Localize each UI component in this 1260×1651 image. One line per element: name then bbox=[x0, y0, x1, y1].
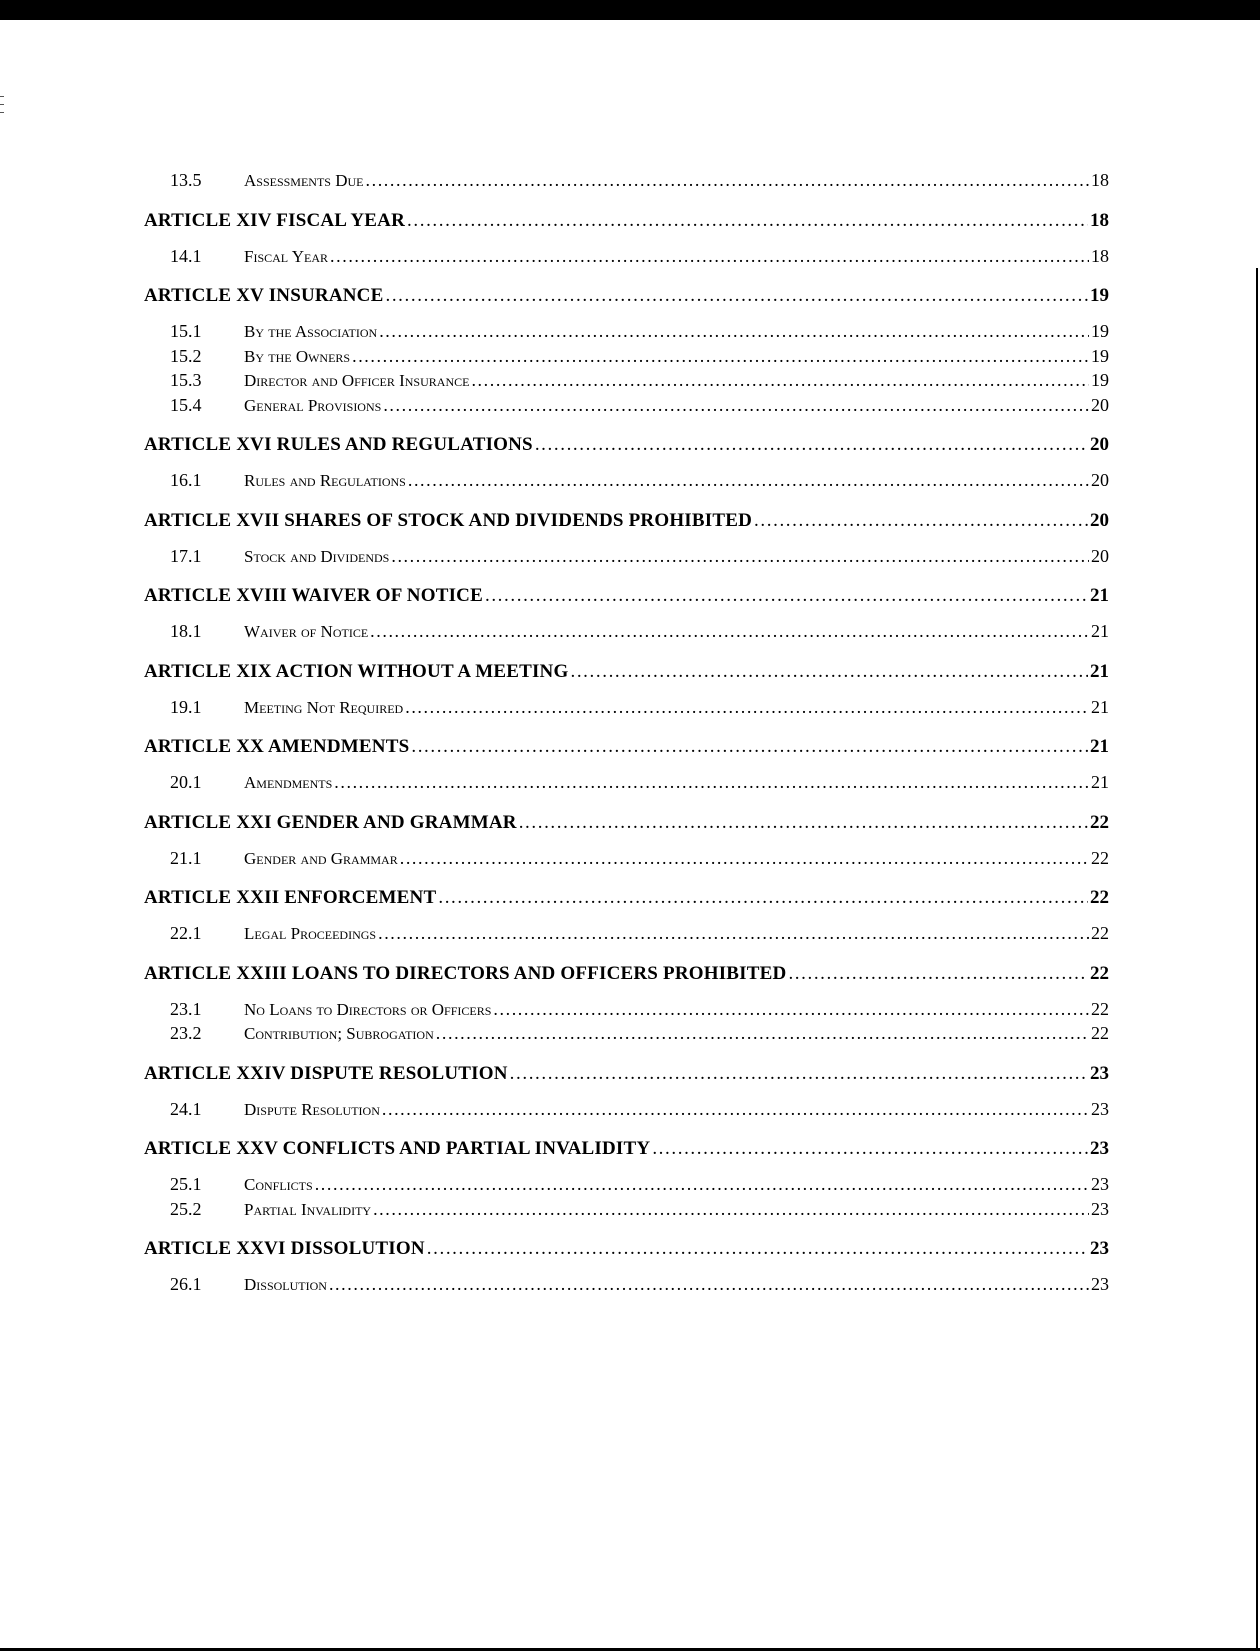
toc-section-entry[interactable] bbox=[144, 468, 1109, 493]
toc-article-entry[interactable] bbox=[144, 1237, 1109, 1261]
page-number: 23 bbox=[1091, 1174, 1109, 1194]
section-number: 26.1 bbox=[170, 1274, 202, 1294]
dot-leader bbox=[352, 344, 1089, 369]
page-number: 22 bbox=[1090, 887, 1109, 908]
section-title: Fiscal Year bbox=[244, 246, 329, 266]
page-number: 23 bbox=[1091, 1274, 1109, 1294]
article-title: ARTICLE XXIII LOANS TO DIRECTORS AND OFFICERS PROHIBITED bbox=[144, 962, 787, 984]
page-number: 22 bbox=[1091, 1023, 1109, 1043]
section-title: By the Association bbox=[244, 322, 378, 341]
section-number: 19.1 bbox=[170, 696, 202, 717]
page-number: 20 bbox=[1091, 470, 1109, 490]
scan-mark bbox=[0, 104, 4, 105]
article-title: ARTICLE XVI RULES AND REGULATIONS bbox=[144, 434, 533, 455]
toc-section-entry[interactable] bbox=[144, 368, 1109, 393]
scan-top-border bbox=[0, 0, 1260, 20]
article-title: ARTICLE XIV FISCAL YEAR bbox=[144, 209, 406, 231]
page-number: 19 bbox=[1091, 370, 1109, 390]
section-title: Legal Proceedings bbox=[244, 924, 377, 943]
page-number: 18 bbox=[1091, 245, 1109, 266]
page-number: 22 bbox=[1090, 811, 1109, 833]
section-title: Amendments bbox=[244, 773, 333, 792]
section-title: Director and Officer Insurance bbox=[244, 371, 470, 390]
page-number: 21 bbox=[1091, 621, 1109, 641]
page-number: 19 bbox=[1090, 285, 1109, 306]
dot-leader bbox=[493, 997, 1089, 1022]
scan-mark bbox=[0, 96, 4, 97]
toc-article-entry[interactable] bbox=[144, 811, 1109, 835]
toc-section-entry[interactable] bbox=[144, 770, 1109, 795]
dot-leader bbox=[378, 921, 1089, 946]
dot-leader bbox=[383, 393, 1089, 418]
page-number: 22 bbox=[1091, 847, 1109, 868]
toc-article-entry[interactable] bbox=[144, 1062, 1109, 1086]
dot-leader bbox=[754, 509, 1088, 533]
page-number: 18 bbox=[1090, 209, 1109, 231]
dot-leader bbox=[391, 544, 1089, 569]
dot-leader bbox=[471, 368, 1089, 393]
page-number: 19 bbox=[1091, 321, 1109, 341]
page-number: 22 bbox=[1090, 962, 1109, 984]
page-number: 21 bbox=[1090, 585, 1109, 606]
section-title: Meeting Not Required bbox=[244, 697, 404, 717]
page-number: 21 bbox=[1090, 736, 1109, 757]
article-title: ARTICLE XVII SHARES OF STOCK AND DIVIDENDS PROHIBITED bbox=[144, 509, 753, 531]
dot-leader bbox=[379, 319, 1089, 344]
dot-leader bbox=[407, 209, 1088, 233]
dot-leader bbox=[373, 1197, 1089, 1222]
section-title: Assessments Due bbox=[244, 171, 364, 190]
toc-section-entry[interactable] bbox=[144, 619, 1109, 644]
toc-section-entry[interactable] bbox=[144, 846, 1109, 871]
dot-leader bbox=[408, 468, 1089, 493]
dot-leader bbox=[315, 1172, 1089, 1197]
toc-section-entry[interactable] bbox=[144, 319, 1109, 344]
page-number: 22 bbox=[1091, 923, 1109, 943]
page-number: 23 bbox=[1091, 1098, 1109, 1119]
section-number: 17.1 bbox=[170, 545, 202, 566]
section-title: Rules and Regulations bbox=[244, 471, 406, 490]
toc-section-entry[interactable] bbox=[144, 393, 1109, 418]
toc-article-entry[interactable] bbox=[144, 735, 1109, 759]
section-title: Partial Invalidity bbox=[244, 1199, 372, 1219]
page-number: 19 bbox=[1091, 345, 1109, 366]
article-title: ARTICLE XVIII WAIVER OF NOTICE bbox=[144, 585, 483, 606]
dot-leader bbox=[535, 433, 1088, 457]
dot-leader bbox=[652, 1137, 1088, 1161]
section-number: 20.1 bbox=[170, 772, 202, 792]
toc-article-entry[interactable] bbox=[144, 1137, 1109, 1161]
dot-leader bbox=[411, 735, 1088, 759]
section-number: 25.1 bbox=[170, 1174, 202, 1194]
toc-section-entry[interactable] bbox=[144, 1021, 1109, 1046]
section-number: 23.2 bbox=[170, 1023, 202, 1043]
toc-article-entry[interactable] bbox=[144, 962, 1109, 986]
section-number: 15.1 bbox=[170, 321, 202, 341]
section-number: 21.1 bbox=[170, 847, 202, 868]
page-number: 20 bbox=[1091, 545, 1109, 566]
toc-section-entry[interactable] bbox=[144, 544, 1109, 569]
toc-section-entry[interactable] bbox=[144, 1097, 1109, 1122]
section-number: 16.1 bbox=[170, 470, 202, 490]
dot-leader bbox=[400, 846, 1089, 871]
page-number: 23 bbox=[1090, 1062, 1109, 1084]
section-title: Dissolution bbox=[244, 1275, 327, 1294]
toc-article-entry[interactable] bbox=[144, 284, 1109, 308]
toc-article-entry[interactable] bbox=[144, 433, 1109, 457]
section-title: No Loans to Directors or Officers bbox=[244, 999, 492, 1019]
toc-section-entry[interactable] bbox=[144, 921, 1109, 946]
article-title: ARTICLE XXI GENDER AND GRAMMAR bbox=[144, 811, 517, 833]
toc-section-entry[interactable] bbox=[144, 244, 1109, 269]
section-number: 25.2 bbox=[170, 1198, 202, 1219]
section-number: 15.2 bbox=[170, 345, 202, 366]
toc-article-entry[interactable] bbox=[144, 886, 1109, 910]
page-number: 18 bbox=[1091, 170, 1109, 190]
section-number: 13.5 bbox=[170, 170, 202, 190]
page-number: 23 bbox=[1091, 1198, 1109, 1219]
section-number: 23.1 bbox=[170, 998, 202, 1019]
article-title: ARTICLE XXVI DISSOLUTION bbox=[144, 1238, 425, 1259]
dot-leader bbox=[370, 619, 1089, 644]
dot-leader bbox=[366, 168, 1090, 193]
section-title: Stock and Dividends bbox=[244, 546, 390, 566]
article-title: ARTICLE XXIV DISPUTE RESOLUTION bbox=[144, 1062, 508, 1084]
page-number: 23 bbox=[1090, 1238, 1109, 1259]
section-number: 18.1 bbox=[170, 621, 202, 641]
page-number: 20 bbox=[1090, 509, 1109, 531]
dot-leader bbox=[570, 660, 1088, 684]
section-number: 15.3 bbox=[170, 370, 202, 390]
toc-article-entry[interactable] bbox=[144, 584, 1109, 608]
toc-section-entry[interactable] bbox=[144, 997, 1109, 1022]
article-title: ARTICLE XXV CONFLICTS AND PARTIAL INVALIDITY bbox=[144, 1138, 651, 1159]
dot-leader bbox=[788, 962, 1088, 986]
dot-leader bbox=[427, 1237, 1088, 1261]
dot-leader bbox=[385, 284, 1088, 308]
table-of-contents bbox=[144, 168, 1109, 1297]
section-number: 15.4 bbox=[170, 394, 202, 415]
section-title: By the Owners bbox=[244, 346, 351, 366]
toc-article-entry[interactable] bbox=[144, 509, 1109, 533]
article-title: ARTICLE XIX ACTION WITHOUT A MEETING bbox=[144, 660, 569, 682]
page-number: 21 bbox=[1090, 660, 1109, 682]
toc-article-entry[interactable] bbox=[144, 209, 1109, 233]
scan-right-edge bbox=[1256, 268, 1258, 1651]
dot-leader bbox=[485, 584, 1088, 608]
page-number: 20 bbox=[1090, 434, 1109, 455]
section-title: Conflicts bbox=[244, 1175, 313, 1194]
toc-section-entry[interactable] bbox=[144, 1197, 1109, 1222]
toc-section-entry[interactable] bbox=[144, 344, 1109, 369]
article-title: ARTICLE XXII ENFORCEMENT bbox=[144, 887, 437, 908]
toc-article-entry[interactable] bbox=[144, 660, 1109, 684]
section-title: Dispute Resolution bbox=[244, 1099, 380, 1119]
dot-leader bbox=[519, 811, 1088, 835]
dot-leader bbox=[330, 244, 1089, 269]
section-number: 24.1 bbox=[170, 1098, 202, 1119]
section-title: Contribution; Subrogation bbox=[244, 1024, 434, 1043]
dot-leader bbox=[334, 770, 1089, 795]
dot-leader bbox=[329, 1272, 1089, 1297]
article-title: ARTICLE XX AMENDMENTS bbox=[144, 736, 410, 757]
page-number: 21 bbox=[1091, 696, 1109, 717]
page-number: 23 bbox=[1090, 1138, 1109, 1159]
article-title: ARTICLE XV INSURANCE bbox=[144, 285, 384, 306]
scan-mark bbox=[0, 112, 4, 113]
toc-section-entry[interactable] bbox=[144, 1172, 1109, 1197]
toc-section-entry[interactable] bbox=[144, 695, 1109, 720]
dot-leader bbox=[382, 1097, 1089, 1122]
page-number: 22 bbox=[1091, 998, 1109, 1019]
toc-section-entry[interactable] bbox=[144, 168, 1109, 193]
dot-leader bbox=[405, 695, 1089, 720]
dot-leader bbox=[438, 886, 1088, 910]
section-number: 14.1 bbox=[170, 245, 202, 266]
page-number: 21 bbox=[1091, 772, 1109, 792]
section-title: Waiver of Notice bbox=[244, 622, 369, 641]
dot-leader bbox=[510, 1062, 1088, 1086]
toc-section-entry[interactable] bbox=[144, 1272, 1109, 1297]
section-title: Gender and Grammar bbox=[244, 848, 398, 868]
page-number: 20 bbox=[1091, 394, 1109, 415]
section-number: 22.1 bbox=[170, 923, 202, 943]
dot-leader bbox=[436, 1021, 1089, 1046]
section-title: General Provisions bbox=[244, 395, 382, 415]
